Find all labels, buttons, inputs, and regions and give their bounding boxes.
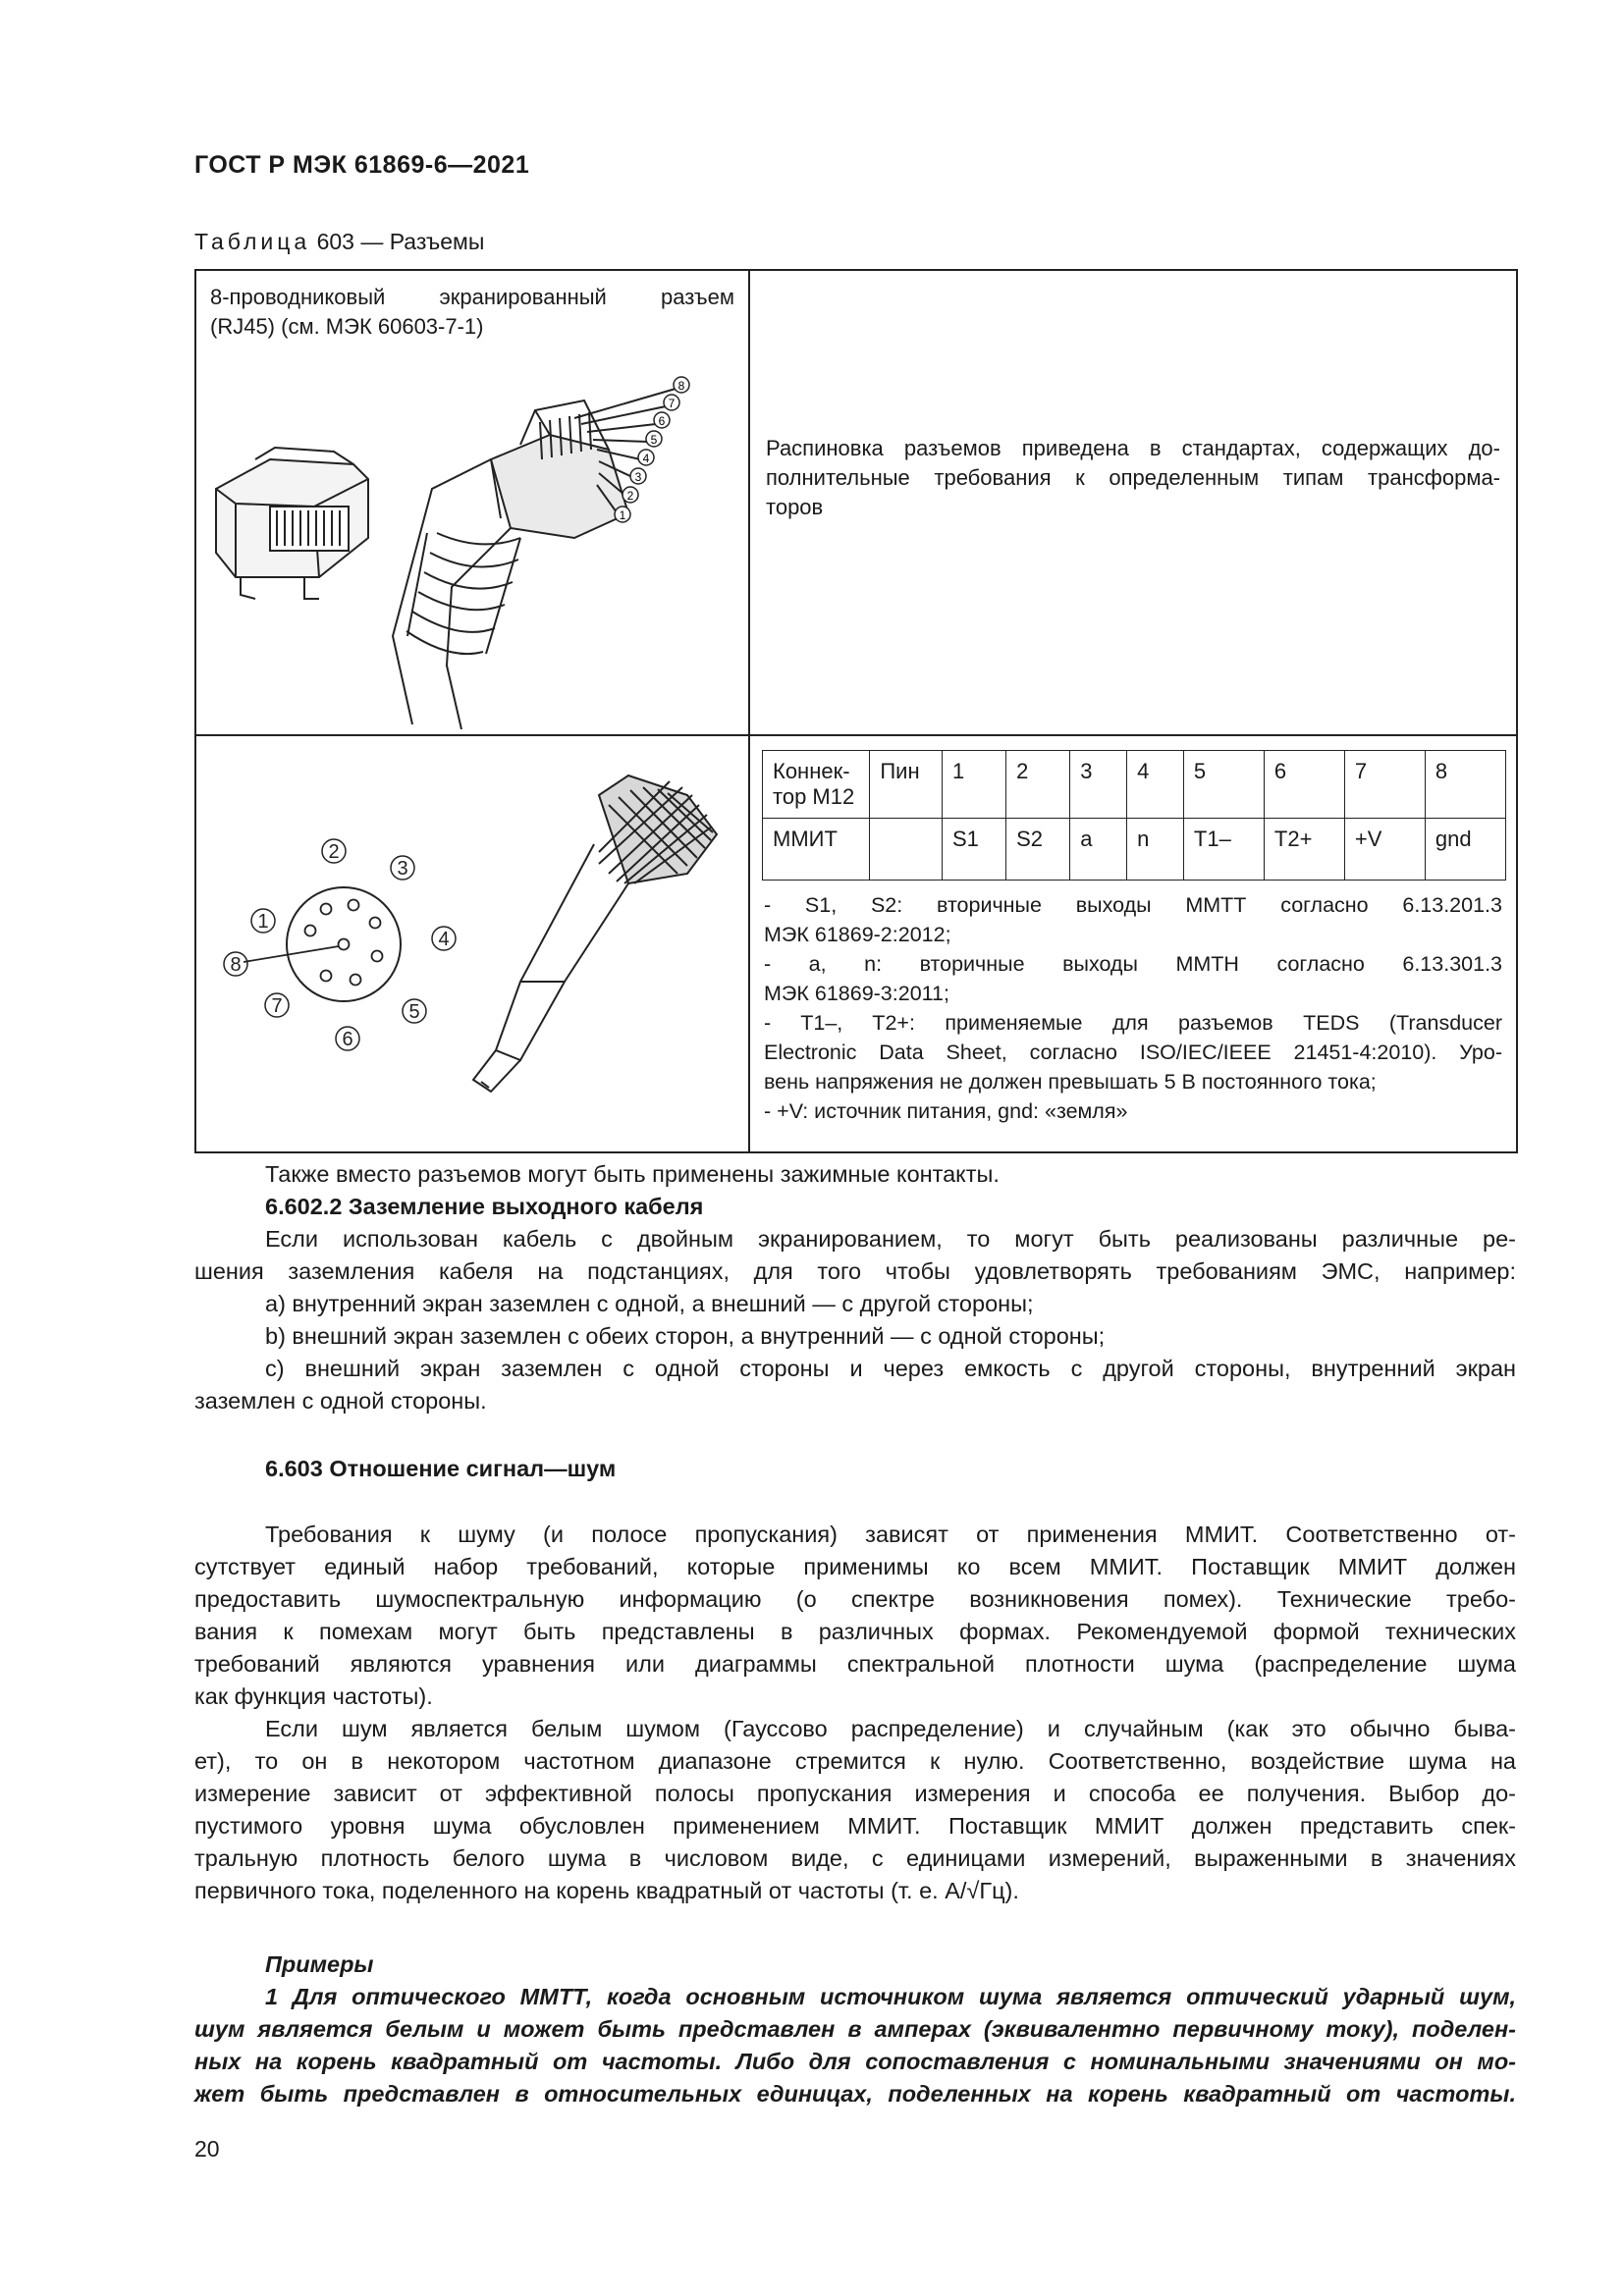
examples-title: Примеры bbox=[265, 1951, 374, 1977]
svg-text:6: 6 bbox=[658, 414, 666, 428]
m12-cell bbox=[195, 735, 749, 1152]
m12-data-cell: gnd bbox=[1425, 819, 1505, 881]
paragraph-line: измерение зависит от эффективной полосы пропускания измерения и способа ее получения. Выбор до- bbox=[194, 1781, 1516, 1806]
paragraph-line: ет), то он в некотором частотном диапазоне стремится к нулю. Соответственно, воздействие шума на bbox=[194, 1748, 1516, 1774]
svg-text:7: 7 bbox=[668, 397, 676, 410]
paragraph-line: предоставить шумоспектральную информацию (о спектре возникновения помех). Технические требо- bbox=[194, 1586, 1516, 1612]
m12-data-cell: n bbox=[1127, 819, 1184, 881]
paragraph-line: Если шум является белым шумом (Гауссово распределение) и случайным (как это обычно быва- bbox=[265, 1716, 1516, 1741]
examples-section bbox=[194, 1949, 1516, 2110]
paragraph-line: первичного тока, поделенного на корень квадратный от частоты (т. е. А/√Гц). bbox=[194, 1878, 1019, 1903]
body-section-2 bbox=[194, 1453, 1516, 1485]
rj45-pin-7 bbox=[664, 395, 679, 410]
m12-header-cell: 3 bbox=[1070, 751, 1127, 819]
rj45-pin-8 bbox=[674, 377, 689, 393]
note-line: вень напряжения не должен превышать 5 В постоянного тока; bbox=[764, 1070, 1377, 1094]
m12-pin-3 bbox=[391, 856, 414, 880]
document-header: ГОСТ Р МЭК 61869-6—2021 bbox=[194, 151, 530, 179]
connectors-table bbox=[194, 269, 1518, 1153]
section-heading-6-603: 6.603 Отношение сигнал—шум bbox=[265, 1456, 617, 1481]
m12-header-cell: 7 bbox=[1344, 751, 1425, 819]
list-item-c: c) внешний экран заземлен с одной стороны и через емкость с другой стороны, внутренний экран bbox=[265, 1356, 1516, 1381]
svg-text:1: 1 bbox=[257, 911, 269, 933]
rj45-pin-labels bbox=[615, 377, 689, 522]
paragraph-line: Требования к шуму (и полосе пропускания) зависят от применения ММИТ. Соответственно от- bbox=[265, 1522, 1516, 1547]
note-line: - S1, S2: вторичные выходы ММТТ согласно 6.13.201.3 bbox=[764, 893, 1502, 917]
m12-data-cell: T1– bbox=[1183, 819, 1264, 881]
note-line: - a, n: вторичные выходы ММТН согласно 6.13.301.3 bbox=[764, 952, 1502, 976]
rj45-pin-3 bbox=[630, 468, 646, 484]
m12-data-cell: +V bbox=[1344, 819, 1425, 881]
m12-header-cell: 1 bbox=[942, 751, 1005, 819]
table-caption-word: Таблица bbox=[194, 229, 311, 254]
list-item-b: b) внешний экран заземлен с обеих сторон, а внутренний — с одной стороны; bbox=[265, 1323, 1106, 1349]
example-line: ных на корень квадратный от частоты. Либо для сопоставления с номинальными значениями он мо- bbox=[194, 2049, 1516, 2074]
m12-data-cell: ММИТ bbox=[763, 819, 870, 881]
m12-data-row bbox=[763, 819, 1506, 881]
paragraph-line: Если использован кабель с двойным экранированием, то могут быть реализованы различные ре- bbox=[265, 1226, 1516, 1252]
note-line: - +V: источник питания, gnd: «земля» bbox=[764, 1099, 1128, 1123]
svg-text:3: 3 bbox=[397, 858, 408, 880]
m12-table-cell bbox=[749, 735, 1517, 1152]
svg-text:2: 2 bbox=[626, 489, 634, 503]
note-line: Electronic Data Sheet, согласно ISO/IEC/IEEE 21451-4:2010). Уро- bbox=[764, 1041, 1502, 1064]
m12-data-cell: S2 bbox=[1006, 819, 1070, 881]
svg-text:4: 4 bbox=[642, 452, 650, 465]
page-number: 20 bbox=[194, 2136, 220, 2162]
svg-text:1: 1 bbox=[619, 508, 626, 522]
m12-pin-5 bbox=[403, 999, 426, 1023]
m12-data-cell: a bbox=[1070, 819, 1127, 881]
svg-text:4: 4 bbox=[438, 929, 450, 950]
example-line: шум является белым и может быть представлен в амперах (эквивалентно первичному току), поделен- bbox=[194, 2016, 1516, 2042]
paragraph-line: шения заземления кабеля на подстанциях, для того чтобы удовлетворять требованиям ЭМС, например: bbox=[194, 1258, 1516, 1284]
rj45-pin-4 bbox=[638, 450, 654, 465]
table-caption bbox=[194, 229, 484, 255]
svg-text:5: 5 bbox=[650, 433, 658, 447]
rj45-pin-1 bbox=[615, 507, 630, 522]
list-item-a: a) внутренний экран заземлен с одной, а внешний — с другой стороны; bbox=[265, 1291, 1034, 1316]
svg-text:2: 2 bbox=[328, 841, 340, 863]
m12-data-cell: T2+ bbox=[1264, 819, 1344, 881]
table-caption-title: 603 — Разъемы bbox=[316, 229, 485, 254]
paragraph-line: требований являются уравнения или диаграммы спектральной плотности шума (распределение шума bbox=[194, 1651, 1516, 1677]
example-line: жет быть представлен в относительных единицах, поделенных на корень квадратный от частоты. bbox=[194, 2081, 1516, 2107]
m12-header-cell: 8 bbox=[1425, 751, 1505, 819]
m12-pin-1 bbox=[251, 909, 275, 933]
rj45-pin-2 bbox=[623, 487, 638, 503]
svg-text:6: 6 bbox=[342, 1029, 353, 1050]
m12-pin-6 bbox=[336, 1027, 359, 1050]
m12-header-cell: Коннек-тор M12 bbox=[763, 751, 870, 819]
rj45-pin-6 bbox=[654, 412, 670, 428]
svg-text:8: 8 bbox=[230, 954, 242, 976]
rj45-cell bbox=[195, 270, 749, 735]
body-section-3 bbox=[194, 1519, 1516, 1907]
rj45-connector-drawing bbox=[196, 342, 746, 729]
m12-data-cell bbox=[870, 819, 943, 881]
m12-data-cell: S1 bbox=[942, 819, 1005, 881]
svg-text:8: 8 bbox=[677, 379, 685, 393]
example-line: 1 Для оптического ММТТ, когда основным источником шума является оптический ударный шум, bbox=[265, 1984, 1516, 2009]
paragraph-line: сутствует единый набор требований, которые применимы ко всем ММИТ. Поставщик ММИТ должен bbox=[194, 1554, 1516, 1579]
paragraph-line: как функция частоты). bbox=[194, 1683, 433, 1709]
paragraph-line: пустимого уровня шума обусловлен применением ММИТ. Поставщик ММИТ должен представить спек- bbox=[194, 1813, 1516, 1839]
m12-notes bbox=[750, 881, 1516, 1126]
note-line: - T1–, T2+: применяемые для разъемов TEDS (Transducer bbox=[764, 1011, 1502, 1035]
m12-header-cell: 6 bbox=[1264, 751, 1344, 819]
rj45-pin-5 bbox=[646, 431, 662, 447]
rj45-pinout-cell bbox=[749, 270, 1517, 735]
m12-header-row bbox=[763, 751, 1506, 819]
rj45-description: 8-проводниковый экранированный разъем (RJ45) (см. МЭК 60603-7-1) bbox=[210, 285, 734, 339]
m12-pin-2 bbox=[322, 839, 346, 863]
paragraph-line: вания к помехам могут быть представлены в различных формах. Рекомендуемой формой технических bbox=[194, 1619, 1516, 1644]
body-section-1 bbox=[194, 1158, 1516, 1417]
m12-pin-7 bbox=[265, 993, 289, 1017]
section-heading-6-602-2: 6.602.2 Заземление выходного кабеля bbox=[265, 1194, 704, 1219]
m12-header-cell: 5 bbox=[1183, 751, 1264, 819]
paragraph-line: тральную плотность белого шума в числовом виде, с единицами измерений, выраженными в значениях bbox=[194, 1845, 1516, 1871]
m12-header-cell: 4 bbox=[1127, 751, 1184, 819]
svg-text:3: 3 bbox=[634, 470, 642, 484]
m12-connector-drawing bbox=[196, 736, 746, 1147]
m12-pin-table bbox=[762, 750, 1506, 881]
note-line: МЭК 61869-3:2011; bbox=[764, 982, 949, 1005]
m12-pin-4 bbox=[432, 927, 456, 950]
m12-header-cell: Пин bbox=[870, 751, 943, 819]
list-item-c-cont: заземлен с одной стороны. bbox=[194, 1388, 487, 1414]
note-line: МЭК 61869-2:2012; bbox=[764, 923, 951, 946]
paragraph: Также вместо разъемов могут быть применены зажимные контакты. bbox=[265, 1161, 1000, 1187]
m12-pin-8 bbox=[224, 952, 247, 976]
svg-text:5: 5 bbox=[408, 1001, 420, 1023]
m12-header-cell: 2 bbox=[1006, 751, 1070, 819]
rj45-pinout-text: Распиновка разъемов приведена в стандартах, содержащих до- полнительные требования к определенным типам трансформа- торов bbox=[766, 436, 1500, 519]
svg-text:7: 7 bbox=[271, 995, 283, 1017]
